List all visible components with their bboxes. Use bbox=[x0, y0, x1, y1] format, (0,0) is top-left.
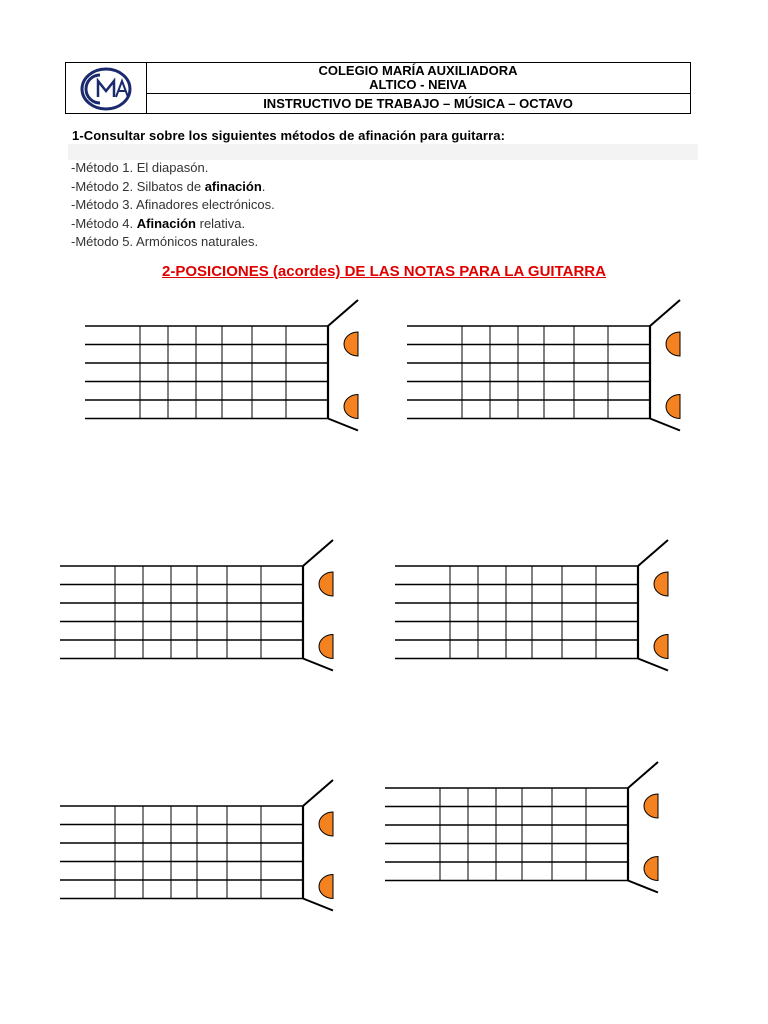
document-subtitle: INSTRUCTIVO DE TRABAJO – MÚSICA – OCTAVO bbox=[263, 96, 573, 111]
headstock-edge bbox=[650, 300, 680, 326]
tuning-peg bbox=[319, 812, 333, 836]
headstock-edge bbox=[328, 419, 358, 431]
header-title-cell bbox=[146, 63, 690, 113]
method-item: -Método 4. Afinación relativa. bbox=[71, 215, 246, 231]
school-logo bbox=[80, 67, 132, 111]
question1-title: 1-Consultar sobre los siguientes métodos de afinación para guitarra: bbox=[72, 128, 506, 143]
tuning-peg bbox=[344, 395, 358, 419]
tuning-peg bbox=[654, 635, 668, 659]
method-item: -Método 5. Armónicos naturales. bbox=[71, 234, 259, 249]
tuning-peg bbox=[654, 572, 668, 596]
headstock-edge bbox=[328, 300, 358, 326]
logo-cell bbox=[66, 63, 147, 113]
method-item: -Método 3. Afinadores electrónicos. bbox=[71, 197, 275, 212]
tuning-peg bbox=[644, 794, 658, 818]
school-name: COLEGIO MARÍA AUXILIADORA bbox=[318, 63, 518, 78]
methods-list bbox=[71, 159, 275, 252]
headstock-edge bbox=[650, 419, 680, 431]
method-item: -Método 2. Silbatos de afinación. bbox=[71, 178, 266, 194]
fretboard-diagram bbox=[80, 298, 370, 458]
fretboard-diagram bbox=[55, 538, 345, 698]
headstock-edge bbox=[303, 659, 333, 671]
headstock-edge bbox=[628, 881, 658, 893]
headstock-edge bbox=[303, 899, 333, 911]
question2-title: 2-POSICIONES (acordes) DE LAS NOTAS PARA LA GUITARRA bbox=[162, 263, 606, 280]
headstock-edge bbox=[638, 659, 668, 671]
fretboard-diagram bbox=[390, 538, 680, 698]
tuning-peg bbox=[319, 875, 333, 899]
tuning-peg bbox=[319, 572, 333, 596]
headstock-edge bbox=[638, 540, 668, 566]
school-location: ALTICO - NEIVA bbox=[369, 77, 467, 92]
fretboard-diagram bbox=[380, 760, 670, 930]
tuning-peg bbox=[319, 635, 333, 659]
headstock-edge bbox=[303, 780, 333, 806]
tuning-peg bbox=[644, 857, 658, 881]
method-item: -Método 1. El diapasón. bbox=[71, 160, 209, 175]
fretboard-diagram bbox=[402, 298, 692, 458]
header-table bbox=[65, 62, 691, 114]
headstock-edge bbox=[303, 540, 333, 566]
shaded-band bbox=[68, 144, 698, 160]
tuning-peg bbox=[666, 395, 680, 419]
header-school-block bbox=[146, 63, 690, 94]
fretboard-diagram bbox=[55, 778, 345, 938]
headstock-edge bbox=[628, 762, 658, 788]
tuning-peg bbox=[344, 332, 358, 356]
tuning-peg bbox=[666, 332, 680, 356]
